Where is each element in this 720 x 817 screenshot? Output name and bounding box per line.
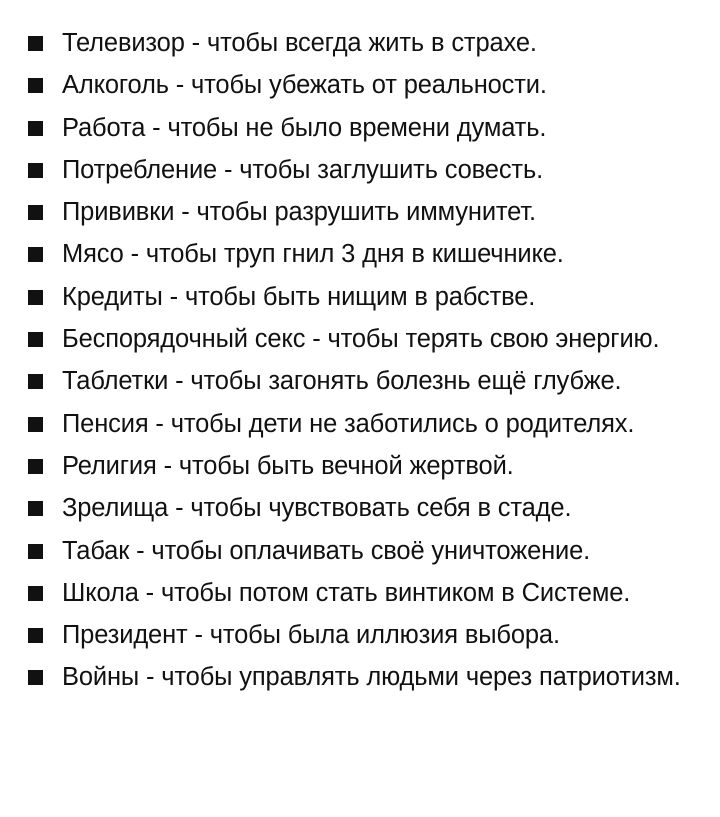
list-item	[22, 403, 712, 445]
square-bullet-icon	[28, 121, 43, 136]
list-item	[22, 276, 712, 318]
list-item-text: Президент - чтобы была иллюзия выбора.	[62, 621, 560, 650]
square-bullet-icon	[28, 290, 43, 305]
square-bullet-icon	[28, 36, 43, 51]
list-item-text: Таблетки - чтобы загонять болезнь ещё глубже.	[62, 367, 622, 396]
list-item	[22, 233, 712, 275]
list-item	[22, 107, 712, 149]
square-bullet-icon	[28, 163, 43, 178]
square-bullet-icon	[28, 544, 43, 559]
list-item-text: Алкоголь - чтобы убежать от реальности.	[62, 71, 547, 100]
list-item-text: Войны - чтобы управлять людьми через патриотизм.	[62, 663, 681, 692]
list-item-text: Пенсия - чтобы дети не заботились о родителях.	[62, 409, 635, 438]
list-item	[22, 614, 712, 656]
square-bullet-icon	[28, 670, 43, 685]
list-item	[22, 191, 712, 233]
list-item	[22, 149, 712, 191]
list-item-text: Работа - чтобы не было времени думать.	[62, 113, 547, 142]
list-item-text: Кредиты - чтобы быть нищим в рабстве.	[62, 282, 536, 311]
bulleted-list	[22, 22, 712, 699]
square-bullet-icon	[28, 417, 43, 432]
list-item	[22, 445, 712, 487]
list-item	[22, 572, 712, 614]
list-item	[22, 530, 712, 572]
list-item-text: Зрелища - чтобы чувствовать себя в стаде.	[62, 494, 572, 523]
square-bullet-icon	[28, 247, 43, 262]
list-item-text: Телевизор - чтобы всегда жить в страхе.	[62, 29, 537, 57]
list-item-text: Школа - чтобы потом стать винтиком в Системе.	[62, 578, 631, 607]
list-item-text: Прививки - чтобы разрушить иммунитет.	[62, 198, 536, 227]
list-item-text: Мясо - чтобы труп гнил 3 дня в кишечнике.	[62, 240, 564, 269]
list-item	[22, 487, 712, 529]
list-item-text: Беспорядочный секс - чтобы терять свою энергию.	[62, 325, 660, 354]
square-bullet-icon	[28, 459, 43, 474]
list-item	[22, 656, 712, 698]
list-item	[22, 360, 712, 402]
list-item	[22, 22, 712, 64]
list-item-text: Религия - чтобы быть вечной жертвой.	[62, 451, 514, 480]
square-bullet-icon	[28, 501, 43, 516]
square-bullet-icon	[28, 78, 43, 93]
list-item	[22, 318, 712, 360]
list-item-text: Потребление - чтобы заглушить совесть.	[62, 155, 544, 184]
square-bullet-icon	[28, 628, 43, 643]
square-bullet-icon	[28, 586, 43, 601]
square-bullet-icon	[28, 205, 43, 220]
list-item-text: Табак - чтобы оплачивать своё уничтожение.	[62, 536, 591, 565]
square-bullet-icon	[28, 374, 43, 389]
square-bullet-icon	[28, 332, 43, 347]
list-item	[22, 64, 712, 106]
